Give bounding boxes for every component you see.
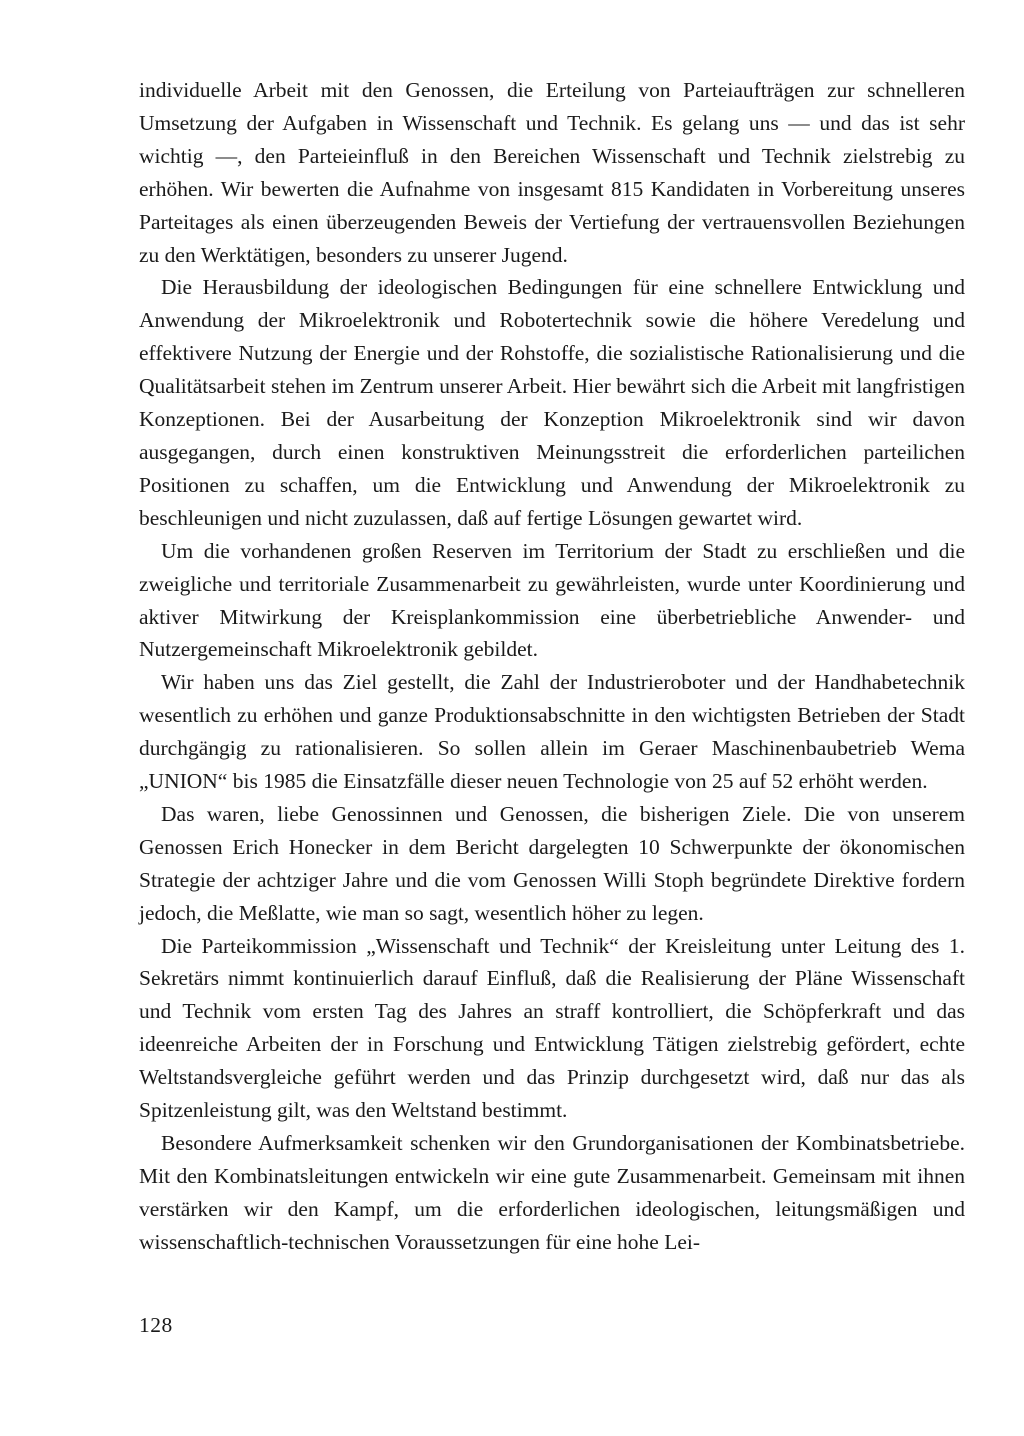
paragraph-1: individuelle Arbeit mit den Genossen, die Erteilung von Parteiaufträgen zur schnelleren Umsetzung der Aufgaben in Wissenschaft und Technik. Es gelang uns — und das ist sehr wichtig —, den Parteieinfluß in den Bereichen Wissenschaft und Technik zielstrebig zu erhöhen. Wir bewerten die Aufnahme von insgesamt 815 Kandidaten in Vorbereitung unseres Parteitages als einen überzeugenden Beweis der Vertiefung der vertrauensvollen Beziehungen zu den Werktätigen, besonders zu unserer Jugend. — [139, 78, 965, 267]
paragraph-6: Die Parteikommission „Wissenschaft und Technik“ der Kreisleitung unter Leitung des 1. Sekretärs nimmt kontinuierlich darauf Einfluß, daß die Realisierung der Pläne Wissenschaft und Technik vom ersten Tag des Jahres an straff kontrolliert, die Schöpferkraft und das ideenreiche Arbeiten der in Forschung und Entwicklung Tätigen zielstrebig gefördert, echte Weltstandsvergleiche geführt werden und das Prinzip durchgesetzt wird, daß nur das als Spitzenleistung gilt, was den Weltstand bestimmt. — [139, 933, 965, 1123]
paragraph-7: Besondere Aufmerksamkeit schenken wir den Grundorganisationen der Kombinatsbetriebe. Mit den Kombinatsleitungen entwickeln wir eine gute Zusammenarbeit. Gemeinsam mit ihnen verstärken wir den Kampf, um die erforderlichen ideologischen, leitungsmäßigen und wissenschaftlich-technischen Voraussetzungen für eine hohe Lei- — [139, 1131, 965, 1254]
body-text — [139, 74, 965, 1259]
paragraph-5: Das waren, liebe Genossinnen und Genossen, die bisherigen Ziele. Die von unserem Genossen Erich Honecker in dem Bericht dargelegten 10 Schwerpunkte der ökonomischen Strategie der achtziger Jahre und die vom Genossen Willi Stoph begründete Direktive fordern jedoch, die Meßlatte, wie man so sagt, wesentlich höher zu legen. — [139, 801, 965, 925]
paragraph-4: Wir haben uns das Ziel gestellt, die Zahl der Industrieroboter und der Handhabetechnik wesentlich zu erhöhen und ganze Produktionsabschnitte in den wichtigsten Betrieben der Stadt durchgängig zu rationalisieren. So sollen allein im Geraer Maschinenbaubetrieb Wema „UNION“ bis 1985 die Einsatzfälle dieser neuen Technologie von 25 auf 52 erhöht werden. — [139, 670, 965, 794]
paragraph-3: Um die vorhandenen großen Reserven im Territorium der Stadt zu erschließen und die zweigliche und territoriale Zusammenarbeit zu gewährleisten, wurde unter Koordinierung und aktiver Mitwirkung der Kreisplankommission eine überbetriebliche Anwender- und Nutzergemeinschaft Mikroelektronik gebildet. — [139, 538, 965, 662]
page-number: 128 — [139, 1313, 173, 1337]
paragraph-2: Die Herausbildung der ideologischen Bedingungen für eine schnellere Entwicklung und Anwendung der Mikroelektronik und Robotertechnik sowie die höhere Veredelung und effektivere Nutzung der Energie und der Rohstoffe, die sozialistische Rationalisierung und die Qualitätsarbeit stehen im Zentrum unserer Arbeit. Hier bewährt sich die Arbeit mit langfristigen Konzeptionen. Bei der Ausarbeitung der Konzeption Mikroelektronik sind wir davon ausgegangen, durch einen konstruktiven Meinungsstreit die erforderlichen parteilichen Positionen zu schaffen, um die Entwicklung und Anwendung der Mikroelektronik zu beschleunigen und nicht zuzulassen, daß auf fertige Lösungen gewartet wird. — [139, 275, 965, 530]
